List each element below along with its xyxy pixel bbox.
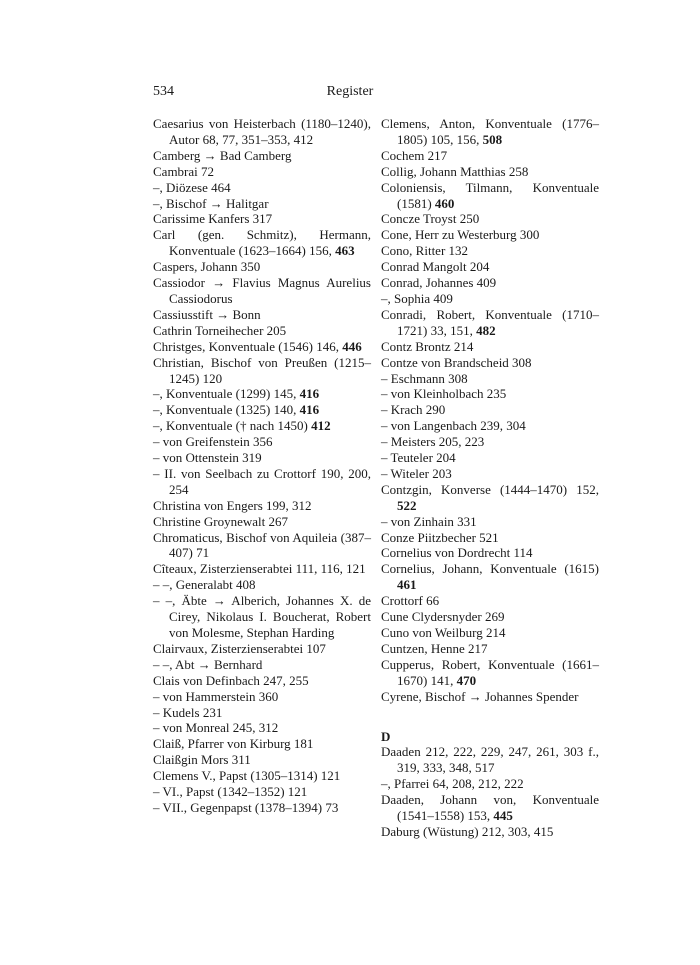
index-entry: Contzgin, Konverse (1444–1470) 152, 522 bbox=[381, 481, 599, 513]
index-entry: Carl (gen. Schmitz), Hermann, Konventuale (1623–1664) 156, 463 bbox=[153, 227, 371, 259]
index-entry: Caesarius von Heisterbach (1180–1240), Autor 68, 77, 351–353, 412 bbox=[153, 116, 371, 147]
index-entry: – –, Generalabt 408 bbox=[153, 577, 256, 593]
index-entry: – Eschmann 308 bbox=[381, 370, 468, 386]
running-head: Register bbox=[326, 84, 374, 99]
index-entry: Conrad Mangolt 204 bbox=[381, 259, 490, 275]
index-entry: Clemens, Anton, Konventuale (1776–1805) 105, 156, 508 bbox=[381, 116, 599, 147]
index-entry: Cassiodor → Flavius Magnus Aurelius Cassiodorus bbox=[153, 275, 371, 306]
index-entry: Cochem 217 bbox=[381, 147, 448, 163]
index-entry: Cambrai 72 bbox=[153, 163, 215, 179]
index-entry: – –, Abt → Bernhard bbox=[153, 656, 263, 672]
index-entry: Daaden 212, 222, 229, 247, 261, 303 f., 319, 333, 348, 517 bbox=[381, 744, 599, 776]
index-entry: Cîteaux, Zisterzienserabtei 111, 116, 121 bbox=[153, 561, 366, 577]
index-entry: Carissime Kanfers 317 bbox=[153, 211, 273, 227]
index-entry: Cornelius von Dordrecht 114 bbox=[381, 545, 533, 561]
index-entry: – von Kleinholbach 235 bbox=[381, 386, 507, 402]
index-entry: – von Zinhain 331 bbox=[381, 513, 477, 529]
index-column-right bbox=[381, 116, 599, 840]
index-entry: Cuno von Weilburg 214 bbox=[381, 625, 506, 640]
index-column-left bbox=[153, 116, 371, 816]
index-entry: Clairvaux, Zisterzienserabtei 107 bbox=[153, 640, 326, 656]
index-entry: Claißgin Mors 311 bbox=[153, 752, 251, 768]
index-entry: –, Sophia 409 bbox=[381, 290, 453, 306]
index-entry: – von Monreal 245, 312 bbox=[153, 720, 279, 736]
index-entry: – VII., Gegenpapst (1378–1394) 73 bbox=[153, 799, 339, 815]
index-entry: Contze von Brandscheid 308 bbox=[381, 354, 532, 370]
index-entry: – Kudels 231 bbox=[153, 704, 223, 720]
index-entry: –, Bischof → Halitgar bbox=[153, 195, 269, 211]
index-entry: – Meisters 205, 223 bbox=[381, 434, 485, 450]
index-entry: Christina von Engers 199, 312 bbox=[153, 497, 312, 513]
index-entry: Camberg → Bad Camberg bbox=[153, 147, 292, 163]
index-entry: Cono, Ritter 132 bbox=[381, 243, 469, 259]
index-entry: Clemens V., Papst (1305–1314) 121 bbox=[153, 768, 341, 784]
section-letter-d: D bbox=[381, 728, 391, 744]
index-entry: Cassiusstift → Bonn bbox=[153, 306, 261, 322]
index-entry: Coloniensis, Tilmann, Konventuale (1581) 460 bbox=[381, 179, 599, 211]
index-entry: – von Langenbach 239, 304 bbox=[381, 418, 526, 434]
index-entry: Caspers, Johann 350 bbox=[153, 259, 261, 275]
index-entry: Claiß, Pfarrer von Kirburg 181 bbox=[153, 736, 314, 752]
index-entry: Cone, Herr zu Westerburg 300 bbox=[381, 227, 540, 243]
index-entry: Conze Piitzbecher 521 bbox=[381, 529, 499, 545]
index-entry: – von Ottenstein 319 bbox=[153, 450, 262, 466]
index-entry: –, Konventuale († nach 1450) 412 bbox=[153, 418, 331, 434]
index-entry: –, Konventuale (1325) 140, 416 bbox=[153, 402, 320, 418]
index-entry: Concze Troyst 250 bbox=[381, 211, 480, 227]
index-entry: Cune Clydersnyder 269 bbox=[381, 609, 505, 625]
index-entry: Daaden, Johann von, Konventuale (1541–1558) 153, 445 bbox=[381, 792, 599, 824]
index-entry: Cornelius, Johann, Konventuale (1615) 461 bbox=[381, 561, 599, 593]
index-entry: Chromaticus, Bischof von Aquileia (387–407) 71 bbox=[153, 529, 371, 561]
index-entry: Christine Groynewalt 267 bbox=[153, 513, 289, 529]
index-entry: –, Diözese 464 bbox=[153, 179, 231, 195]
index-entry: – –, Äbte → Alberich, Johannes X. de Cirey, Nikolaus I. Boucherat, Robert von Molesme, Stephan Harding bbox=[153, 593, 371, 640]
index-entry: Cuntzen, Henne 217 bbox=[381, 640, 488, 656]
index-entry: Crottorf 66 bbox=[381, 593, 440, 609]
index-entry: – Witeler 203 bbox=[381, 465, 452, 481]
index-entry: –, Konventuale (1299) 145, 416 bbox=[153, 386, 320, 402]
index-entry: – Krach 290 bbox=[381, 402, 446, 418]
index-entry: –, Pfarrei 64, 208, 212, 222 bbox=[381, 776, 524, 792]
index-entry: – VI., Papst (1342–1352) 121 bbox=[153, 784, 308, 800]
index-entry: – von Greifenstein 356 bbox=[153, 434, 273, 450]
page-number: 534 bbox=[153, 84, 174, 99]
index-entry: Cyrene, Bischof → Johannes Spender bbox=[381, 688, 579, 704]
index-entry: Clais von Definbach 247, 255 bbox=[153, 672, 309, 688]
index-entry: – II. von Seelbach zu Crottorf 190, 200, 254 bbox=[153, 465, 371, 497]
index-entry: Christges, Konventuale (1546) 146, 446 bbox=[153, 338, 362, 354]
index-entry: Conrad, Johannes 409 bbox=[381, 275, 497, 291]
index-entry: Christian, Bischof von Preußen (1215–1245) 120 bbox=[153, 354, 371, 386]
index-entry: Contz Brontz 214 bbox=[381, 338, 474, 354]
index-entry: Conradi, Robert, Konventuale (1710–1721) 33, 151, 482 bbox=[381, 306, 599, 338]
index-entry: – von Hammerstein 360 bbox=[153, 688, 279, 704]
index-entry: Daburg (Wüstung) 212, 303, 415 bbox=[381, 823, 554, 839]
index-entry: Collig, Johann Matthias 258 bbox=[381, 163, 529, 179]
index-entry: Cathrin Torneihecher 205 bbox=[153, 322, 287, 338]
index-entry: – Teuteler 204 bbox=[381, 450, 456, 466]
index-entry: Cupperus, Robert, Konventuale (1661–1670) 141, 470 bbox=[381, 656, 599, 688]
